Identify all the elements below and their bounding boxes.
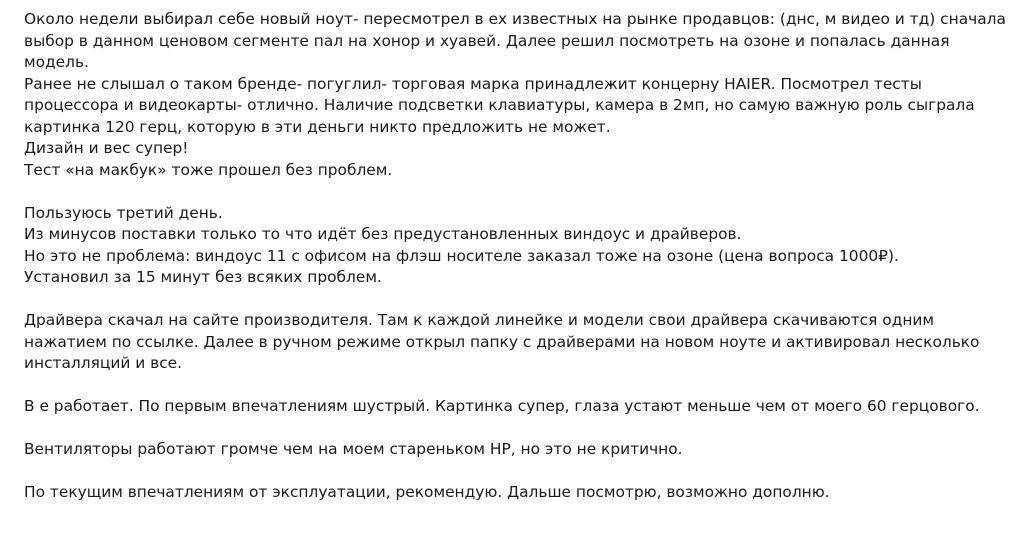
review-paragraph — [24, 310, 1007, 375]
review-line: В е работает. По первым впечатлениям шустрый. Картинка супер, глаза устают меньше чем от моего 60 герцового. — [24, 397, 980, 415]
review-line: Вентиляторы работают громче чем на моем стареньком HP, но это не критично. — [24, 440, 683, 458]
review-paragraph — [24, 203, 1007, 289]
review-paragraph — [24, 396, 1007, 418]
review-line: Из минусов поставки только то что идёт без предустановленных виндоус и драйверов. — [24, 225, 742, 243]
review-line: Но это не проблема: виндоус 11 с офисом на флэш носителе заказал тоже на озоне (цена вопроса 1000₽). — [24, 246, 899, 265]
review-paragraph — [24, 439, 1007, 461]
review-line: Около недели выбирал себе новый ноут- пересмотрел в ех известных на рынке продавцов: (днс, м видео и тд) сначала выбор в данном ценовом сегменте пал на хонор и хуавей. Далее решил посмотреть на озоне и попалась данная модель. — [24, 10, 1006, 71]
review-paragraph — [24, 482, 1007, 504]
review-line: По текущим впечатлениям от эксплуатации, рекомендую. Дальше посмотрю, возможно дополню. — [24, 483, 830, 501]
review-line: Дизайн и вес супер! — [24, 139, 189, 157]
review-paragraph — [24, 9, 1007, 181]
review-line: Ранее не слышал о таком бренде- погуглил- торговая марка принадлежит концерну HAIER. Посмотрел тесты процессора и видеокарты- отлично. Наличие подсветки клавиатуры, камера в 2мп, но самую важную роль сыграла картинка 120 герц, которую в эти деньги никто предложить не может. — [24, 74, 975, 136]
review-line: Драйвера скачал на сайте производителя. Там к каждой линейке и модели свои драйвера скачиваются одним нажатием по ссылке. Далее в ручном режиме открыл папку с драйверами на новом ноуте и активировал несколько инсталляций и все. — [24, 311, 980, 372]
review-line: Пользуюсь третий день. — [24, 203, 223, 222]
review-line: Установил за 15 минут без всяких проблем. — [24, 268, 382, 286]
review-line: Тест «на макбук» тоже прошел без проблем. — [24, 160, 393, 179]
